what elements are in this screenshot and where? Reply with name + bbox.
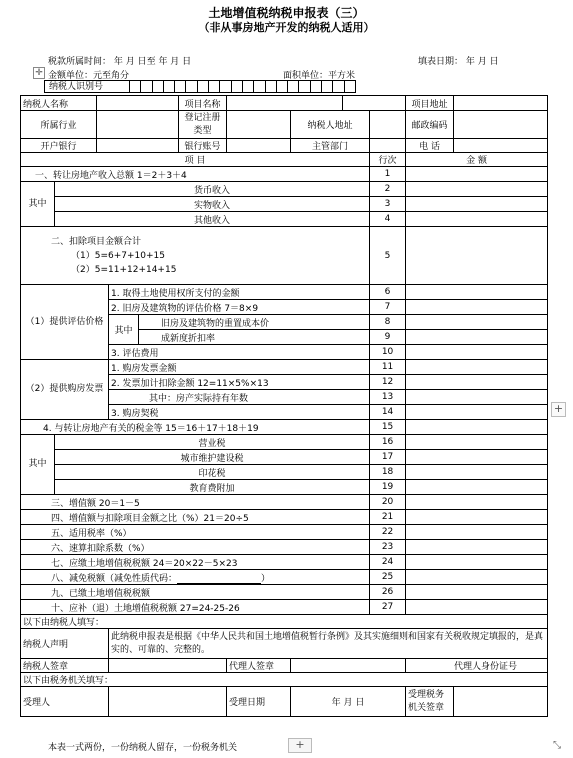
amount-field[interactable]: [406, 510, 548, 525]
bank-label: 开户银行: [21, 139, 97, 153]
id-digit-cell[interactable]: [141, 80, 152, 93]
item-label: 五、适用税率（%）: [21, 525, 370, 540]
id-digit-cell[interactable]: [220, 80, 231, 93]
row-number: 23: [370, 540, 406, 555]
row-number: 2: [370, 182, 406, 197]
id-digit-cell[interactable]: [232, 80, 243, 93]
dept-label: 主管部门: [291, 139, 370, 153]
taxpayer-name-field[interactable]: [97, 96, 179, 111]
amount-field[interactable]: [406, 300, 548, 315]
item-label: 3. 评估费用: [109, 345, 370, 360]
receiver-label: 受理人: [21, 687, 109, 717]
item-formula-1: （1）5=6+7+10+15: [71, 250, 165, 261]
dept-field[interactable]: [370, 139, 406, 153]
id-digit-cell[interactable]: [198, 80, 209, 93]
row-number: 21: [370, 510, 406, 525]
id-digit-cell[interactable]: [333, 80, 344, 93]
id-digit-cell[interactable]: [299, 80, 310, 93]
add-column-icon[interactable]: +: [551, 402, 566, 417]
id-digit-cell[interactable]: [288, 80, 299, 93]
amount-field[interactable]: [406, 167, 548, 182]
amount-field[interactable]: [406, 375, 548, 390]
reg-type-label: 登记注册类型: [179, 111, 227, 139]
add-row-icon[interactable]: +: [288, 738, 312, 753]
assessment-price-label: （1）提供评估价格: [21, 285, 109, 360]
item-label: 印花税: [55, 465, 370, 480]
item-label: 2. 发票加计扣除金额 12=11×5%×13: [109, 375, 370, 390]
blank-cell[interactable]: [343, 96, 406, 111]
declaration-table: [20, 95, 548, 717]
amount-field[interactable]: [406, 435, 548, 450]
amount-field[interactable]: [406, 480, 548, 495]
receiver-field[interactable]: [109, 687, 227, 717]
amount-field[interactable]: [406, 420, 548, 435]
row-number: 8: [370, 315, 406, 330]
taxpayer-name-label: 纳税人名称: [21, 96, 97, 111]
item-label: 1. 取得土地使用权所支付的金额: [109, 285, 370, 300]
footer-note: 本表一式两份，一份纳税人留存，一份税务机关: [48, 743, 238, 753]
item-label: 十、应补（退）土地增值税税额 27=24-25-26: [21, 600, 370, 615]
item-label: 旧房及建筑物的重置成本价: [139, 315, 370, 330]
amount-field[interactable]: [406, 525, 548, 540]
row-number: 13: [370, 390, 406, 405]
row-number: 10: [370, 345, 406, 360]
phone-field[interactable]: [454, 139, 548, 153]
row-number: 26: [370, 585, 406, 600]
item-label-suffix: ）: [261, 573, 271, 584]
amount-unit-label: 金额单位：元至角分: [48, 71, 130, 81]
resize-handle-icon[interactable]: ⤡: [553, 740, 561, 751]
table-move-handle-icon[interactable]: ✛: [33, 67, 45, 79]
id-digit-cell[interactable]: [254, 80, 265, 93]
amount-field[interactable]: [406, 227, 548, 285]
row-number: 12: [370, 375, 406, 390]
amount-field[interactable]: [406, 495, 548, 510]
item-label: 二、扣除项目金额合计: [51, 236, 142, 247]
among-label: 其中: [21, 435, 55, 495]
item-label: 六、速算扣除系数（%）: [21, 540, 370, 555]
taxpayer-sign-field[interactable]: [109, 659, 227, 673]
row-number: 5: [370, 227, 406, 285]
form-title: 土地增值税纳税申报表（三）: [208, 6, 365, 20]
taxpayer-id-cells[interactable]: [130, 80, 356, 93]
fill-date-label: 填表日期： 年 月 日: [418, 57, 499, 67]
account-field[interactable]: [227, 139, 291, 153]
amount-column-header: 金 额: [406, 153, 548, 167]
area-unit-label: 面积单位：平方米: [283, 71, 356, 81]
amount-field[interactable]: [406, 285, 548, 300]
invoice-label: （2）提供购房发票: [21, 360, 109, 420]
row-number: 25: [370, 570, 406, 585]
row-number: 7: [370, 300, 406, 315]
item-label: 其中：房产实际持有年数: [109, 390, 370, 405]
postcode-field[interactable]: [454, 111, 548, 139]
amount-field[interactable]: [406, 212, 548, 227]
amount-field[interactable]: [406, 570, 548, 585]
tax-period-label: 税款所属时间： 年 月 日至 年 月 日: [48, 57, 192, 67]
item-label: 营业税: [55, 435, 370, 450]
item-label: 2. 旧房及建筑物的评估价格 7＝8×9: [109, 300, 370, 315]
amount-field[interactable]: [406, 330, 548, 345]
id-digit-cell[interactable]: [130, 80, 141, 93]
id-digit-cell[interactable]: [345, 80, 356, 93]
amount-field[interactable]: [406, 540, 548, 555]
amount-field[interactable]: [406, 405, 548, 420]
bank-field[interactable]: [97, 139, 179, 153]
taxpayer-address-field[interactable]: [370, 111, 406, 139]
amount-field[interactable]: [406, 345, 548, 360]
item-label: 七、应缴土地增值税税额 24＝20×22－5×23: [21, 555, 370, 570]
amount-field[interactable]: [406, 197, 548, 212]
project-name-label: 项目名称: [179, 96, 227, 111]
amount-field[interactable]: [406, 390, 548, 405]
industry-label: 所属行业: [21, 111, 97, 139]
row-number: 27: [370, 600, 406, 615]
item-label: 1. 购房发票金额: [109, 360, 370, 375]
row-number: 20: [370, 495, 406, 510]
row-number: 1: [370, 167, 406, 182]
item-label: 成新度折扣率: [139, 330, 370, 345]
row-number: 9: [370, 330, 406, 345]
form-subtitle: （非从事房地产开发的纳税人适用）: [198, 21, 375, 34]
amount-field[interactable]: [406, 465, 548, 480]
amount-field[interactable]: [406, 315, 548, 330]
id-digit-cell[interactable]: [277, 80, 288, 93]
row-number: 14: [370, 405, 406, 420]
amount-field[interactable]: [406, 360, 548, 375]
declaration-label: 纳税人声明: [21, 629, 109, 659]
office-sign-label: 受理税务机关签章: [406, 687, 454, 717]
item-label: 实物收入: [55, 197, 370, 212]
row-number: 11: [370, 360, 406, 375]
industry-field[interactable]: [97, 111, 179, 139]
id-digit-cell[interactable]: [311, 80, 322, 93]
id-digit-cell[interactable]: [243, 80, 254, 93]
item-label: 4. 与转让房地产有关的税金等 15＝16＋17＋18＋19: [21, 420, 370, 435]
taxpayer-address-label: 纳税人地址: [291, 111, 370, 139]
item-label: 3. 购房契税: [109, 405, 370, 420]
row-number: 3: [370, 197, 406, 212]
id-digit-cell[interactable]: [153, 80, 164, 93]
tax-office-section-heading: 以下由税务机关填写：: [21, 673, 548, 687]
row-number: 24: [370, 555, 406, 570]
agent-id-label: 代理人身份证号: [406, 659, 548, 673]
declaration-text: 此纳税申报表是根据《中华人民共和国土地增值税暂行条例》及其实施细则和国家有关税收规定填报的，是真实的、可靠的、完整的。: [109, 629, 548, 659]
project-address-field[interactable]: [454, 96, 548, 111]
amount-field[interactable]: [406, 555, 548, 570]
taxpayer-section-heading: 以下由纳税人填写：: [21, 615, 548, 629]
project-name-field[interactable]: [227, 96, 343, 111]
receive-date-label: 受理日期: [227, 687, 291, 717]
item-label: 八、减免税额（减免性质代码：: [51, 573, 178, 584]
row-number-header: 行次: [370, 153, 406, 167]
id-digit-cell[interactable]: [266, 80, 277, 93]
deduction-total-item: [21, 227, 370, 285]
item-label: 货币收入: [55, 182, 370, 197]
id-digit-cell[interactable]: [175, 80, 186, 93]
amount-field[interactable]: [406, 585, 548, 600]
id-digit-cell[interactable]: [164, 80, 175, 93]
account-label: 银行账号: [179, 139, 227, 153]
amount-field[interactable]: [406, 182, 548, 197]
among-label: 其中: [21, 182, 55, 227]
id-digit-cell[interactable]: [186, 80, 197, 93]
reg-type-field[interactable]: [227, 111, 291, 139]
item-label: 教育费附加: [55, 480, 370, 495]
phone-label: 电 话: [406, 139, 454, 153]
id-digit-cell[interactable]: [209, 80, 220, 93]
row-number: 22: [370, 525, 406, 540]
taxpayer-sign-label: 纳税人签章: [21, 659, 109, 673]
row-number: 16: [370, 435, 406, 450]
row-number: 19: [370, 480, 406, 495]
row-number: 17: [370, 450, 406, 465]
id-digit-cell[interactable]: [322, 80, 333, 93]
amount-field[interactable]: [406, 600, 548, 615]
project-address-label: 项目地址: [406, 96, 454, 111]
amount-field[interactable]: [406, 450, 548, 465]
item-column-header: 项 目: [21, 153, 370, 167]
item-label: 一、转让房地产收入总额 1＝2＋3＋4: [21, 167, 370, 182]
row-number: 18: [370, 465, 406, 480]
item-label: 三、增值额 20＝1－5: [21, 495, 370, 510]
agent-sign-label: 代理人签章: [227, 659, 291, 673]
postcode-label: 邮政编码: [406, 111, 454, 139]
row-number: 4: [370, 212, 406, 227]
item-label: 九、已缴土地增值税税额: [21, 585, 370, 600]
row-number: 15: [370, 420, 406, 435]
item-label: 其他收入: [55, 212, 370, 227]
agent-sign-field[interactable]: [291, 659, 406, 673]
row-number: 6: [370, 285, 406, 300]
exemption-code-field[interactable]: [177, 574, 261, 584]
receive-date-value[interactable]: 年 月 日: [291, 687, 406, 717]
item-label: 四、增值额与扣除项目金额之比（%）21＝20÷5: [21, 510, 370, 525]
taxpayer-id-label: 纳税人识别号: [44, 80, 130, 93]
item-formula-2: （2）5=11+12+14+15: [71, 264, 177, 275]
item-label: 城市维护建设税: [55, 450, 370, 465]
among-label: 其中: [109, 315, 139, 345]
office-sign-field[interactable]: [454, 687, 548, 717]
exemption-item: [21, 570, 370, 585]
